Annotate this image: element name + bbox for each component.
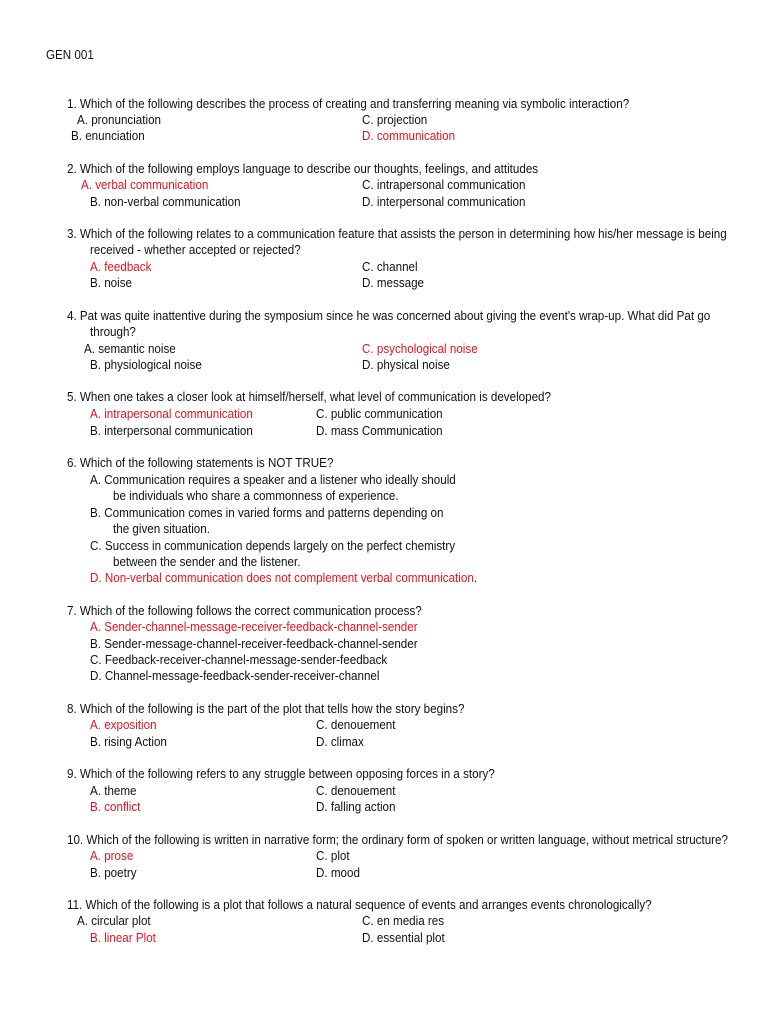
q2-option-c: C. intrapersonal communication xyxy=(362,178,526,192)
q4-option-a: A. semantic noise xyxy=(84,342,176,356)
q3-option-d: D. message xyxy=(362,276,425,290)
q10-option-c: C. plot xyxy=(316,849,350,863)
q6-option-d-line xyxy=(90,571,477,586)
question-2-stem: 2. Which of the following employs language to describe our thoughts, feelings, and attitudes xyxy=(67,162,539,176)
q2-option-a-correct: A. verbal communication xyxy=(81,178,209,192)
q5-option-a-correct: A. intrapersonal communication xyxy=(90,407,253,421)
q4-option-d: D. physical noise xyxy=(362,358,450,372)
q7-option-a-correct: A. Sender-channel-message-receiver-feedback-channel-sender xyxy=(90,620,418,634)
q6-option-a-cont: be individuals who share a commonness of experience. xyxy=(113,489,399,503)
question-6-stem: 6. Which of the following statements is NOT TRUE? xyxy=(67,456,334,470)
q9-option-d: D. falling action xyxy=(316,800,396,814)
q8-option-c: C. denouement xyxy=(316,718,396,732)
q7-option-d: D. Channel-message-feedback-sender-receiver-channel xyxy=(90,669,380,683)
q5-option-d: D. mass Communication xyxy=(316,424,443,438)
question-11-stem: 11. Which of the following is a plot that follows a natural sequence of events and arranges events chronologically? xyxy=(67,898,652,912)
q3-option-c: C. channel xyxy=(362,260,418,274)
q9-option-a: A. theme xyxy=(90,784,137,798)
q11-option-c: C. en media res xyxy=(362,914,445,928)
q6-option-c-cont: between the sender and the listener. xyxy=(113,555,301,569)
q4-option-c-correct: C. psychological noise xyxy=(362,342,478,356)
q10-option-b: B. poetry xyxy=(90,866,137,880)
q8-option-d: D. climax xyxy=(316,735,364,749)
q8-option-a-correct: A. exposition xyxy=(90,718,157,732)
question-4-stem-cont: through? xyxy=(90,325,136,339)
q1-option-b: B. enunciation xyxy=(71,129,145,143)
course-code: GEN 001 xyxy=(46,48,94,62)
q3-option-b: B. noise xyxy=(90,276,133,290)
question-5-stem: 5. When one takes a closer look at himself/herself, what level of communication is developed? xyxy=(67,390,551,404)
q11-option-b-correct: B. linear Plot xyxy=(90,931,156,945)
question-3-stem: 3. Which of the following relates to a communication feature that assists the person in determining how his/her message is being xyxy=(67,227,727,241)
q11-option-d: D. essential plot xyxy=(362,931,445,945)
q4-option-b: B. physiological noise xyxy=(90,358,202,372)
q6-option-a: A. Communication requires a speaker and a listener who ideally should xyxy=(90,473,456,487)
q10-option-d: D. mood xyxy=(316,866,360,880)
question-8-stem: 8. Which of the following is the part of the plot that tells how the story begins? xyxy=(67,702,465,716)
q5-option-b: B. interpersonal communication xyxy=(90,424,253,438)
q6-option-b: B. Communication comes in varied forms and patterns depending on xyxy=(90,506,444,520)
q6-option-c: C. Success in communication depends largely on the perfect chemistry xyxy=(90,539,456,553)
q3-option-a-correct: A. feedback xyxy=(90,260,152,274)
q1-option-c: C. projection xyxy=(362,113,428,127)
q6-option-d-correct: D. Non-verbal communication does not complement verbal communication xyxy=(90,571,474,585)
q8-option-b: B. rising Action xyxy=(90,735,167,749)
question-3-stem-cont: received - whether accepted or rejected? xyxy=(90,243,301,257)
q9-option-c: C. denouement xyxy=(316,784,396,798)
q9-option-b-correct: B. conflict xyxy=(90,800,141,814)
q1-option-d-correct: D. communication xyxy=(362,129,456,143)
question-9-stem: 9. Which of the following refers to any struggle between opposing forces in a story? xyxy=(67,767,495,781)
q11-option-a: A. circular plot xyxy=(77,914,151,928)
question-10-stem: 10. Which of the following is written in narrative form; the ordinary form of spoken or written language, without metrical structure? xyxy=(67,833,728,847)
q7-option-b: B. Sender-message-channel-receiver-feedback-channel-sender xyxy=(90,637,418,651)
q2-option-d: D. interpersonal communication xyxy=(362,195,526,209)
q2-option-b: B. non-verbal communication xyxy=(90,195,241,209)
q1-option-a: A. pronunciation xyxy=(77,113,162,127)
question-7-stem: 7. Which of the following follows the correct communication process? xyxy=(67,604,422,618)
q6-option-d-period: . xyxy=(473,571,478,585)
question-1-stem: 1. Which of the following describes the process of creating and transferring meaning via symbolic interaction? xyxy=(67,97,630,111)
q10-option-a-correct: A. prose xyxy=(90,849,134,863)
question-4-stem: 4. Pat was quite inattentive during the symposium since he was concerned about giving the event's wrap-up. What did Pat go xyxy=(67,309,711,323)
q7-option-c: C. Feedback-receiver-channel-message-sender-feedback xyxy=(90,653,388,667)
q6-option-b-cont: the given situation. xyxy=(113,522,210,536)
q5-option-c: C. public communication xyxy=(316,407,443,421)
